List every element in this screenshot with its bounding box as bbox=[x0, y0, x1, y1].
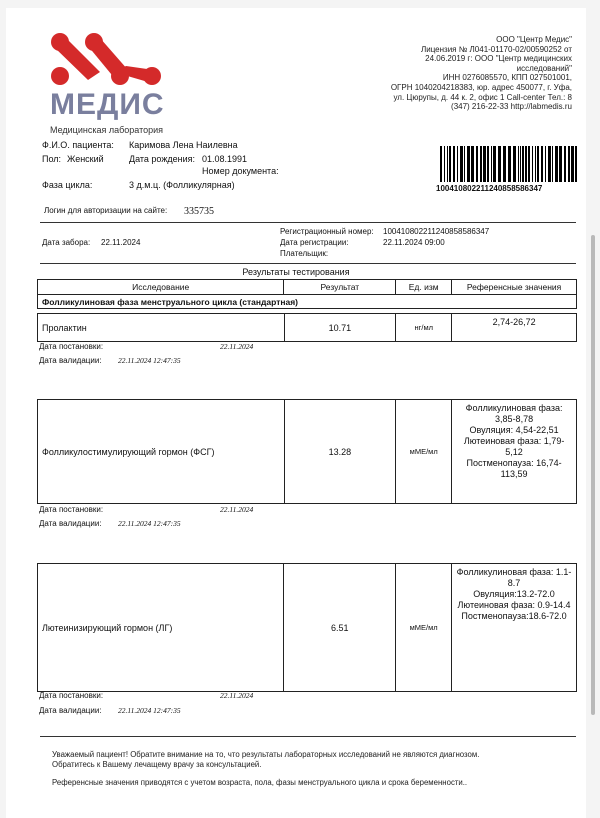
patient-name: Каримова Лена Наилевна bbox=[129, 140, 238, 150]
disclaimer-reference: Референсные значения приводятся с учетом возраста, пола, фазы менструального цикла и срока беременности.. bbox=[52, 778, 468, 787]
medis-logo-icon bbox=[42, 30, 172, 90]
test-name: Пролактин bbox=[38, 314, 285, 342]
barcode-image bbox=[440, 146, 578, 182]
validation-date: 22.11.2024 12:47:35 bbox=[118, 706, 181, 715]
test-result: 13.28 bbox=[284, 400, 396, 504]
lab-report-page bbox=[6, 8, 586, 818]
label-validation-date: Дата валидации: bbox=[39, 356, 102, 365]
divider bbox=[40, 222, 576, 223]
label-birthdate: Дата рождения: bbox=[129, 154, 195, 164]
posting-date: 22.11.2024 bbox=[220, 691, 254, 700]
login-value: 335735 bbox=[184, 206, 214, 217]
results-title: Результаты тестирования bbox=[242, 267, 350, 277]
col-header-unit: Ед. изм bbox=[396, 280, 452, 295]
test-unit: мМЕ/мл bbox=[396, 400, 452, 504]
test-unit: нг/мл bbox=[396, 314, 452, 342]
label-posting-date: Дата постановки: bbox=[39, 691, 104, 700]
label-validation-date: Дата валидации: bbox=[39, 706, 102, 715]
col-header-result: Результат bbox=[284, 280, 396, 295]
label-collection-date: Дата забора: bbox=[42, 238, 91, 247]
test-reference: Фолликулиновая фаза: 3,85-8,78 Овуляция: 4,54-22,51 Лютеиновая фаза: 1,79- 5,12 Постменопауза: 16,74- 113,59 bbox=[452, 400, 577, 504]
label-login: Логин для авторизации на сайте: bbox=[44, 206, 168, 215]
test-name: Лютеинизирующий гормон (ЛГ) bbox=[38, 564, 284, 692]
posting-date: 22.11.2024 bbox=[220, 342, 254, 351]
patient-gender: Женский bbox=[67, 154, 104, 164]
barcode-number: 10041080221124085858634​7 bbox=[436, 184, 543, 193]
section-title: Фолликулиновая фаза менструального цикла (стандартная) bbox=[38, 295, 577, 309]
reg-number: 10041080221124085858634​7 bbox=[383, 227, 490, 236]
test-unit: мМЕ/мл bbox=[396, 564, 452, 692]
patient-birthdate: 01.08.1991 bbox=[202, 154, 248, 164]
label-payer: Плательщик: bbox=[280, 249, 329, 258]
label-reg-number: Регистрационный номер: bbox=[280, 227, 374, 236]
validation-date: 22.11.2024 12:47:35 bbox=[118, 356, 181, 365]
patient-cycle-phase: 3 д.м.ц. (Фолликулярная) bbox=[129, 180, 235, 190]
col-header-reference: Референсные значения bbox=[452, 280, 577, 295]
validation-date: 22.11.2024 12:47:35 bbox=[118, 519, 181, 528]
disclaimer-line-2: Обратитесь к Вашему лечащему врачу за консультацией. bbox=[52, 760, 262, 769]
test-reference: Фолликулиновая фаза: 1.1- 8.7 Овуляция:13.2-72.0 Лютеиновая фаза: 0.9-14.4 Постменопауза:18.6-72.0 bbox=[452, 564, 577, 692]
company-info: ООО "Центр Медис" Лицензия № Л041-01170-02/00590252 от 24.06.2019 г: ООО "Центр медицинских исследований" ИНН 0276085570, КПП 027501001, ОГРН 1040204218383, юр. адрес 450077, г. Уфа, ул. Цюрупы, д. 44 к. 2, офис 1 Call-center Тел.: 8 (347) 216-22-33 http://labmedis.ru bbox=[390, 35, 572, 112]
results-header-table bbox=[37, 279, 577, 309]
result-row-lh bbox=[37, 563, 577, 692]
divider bbox=[40, 263, 576, 264]
result-row-fsh bbox=[37, 399, 577, 504]
brand-subtitle: Медицинская лаборатория bbox=[50, 125, 164, 135]
label-gender: Пол: bbox=[42, 154, 62, 164]
label-cycle-phase: Фаза цикла: bbox=[42, 180, 93, 190]
label-reg-date: Дата регистрации: bbox=[280, 238, 349, 247]
collection-date: 22.11.2024 bbox=[101, 238, 141, 247]
divider bbox=[40, 736, 576, 737]
test-name: Фолликулостимулирующий гормон (ФСГ) bbox=[38, 400, 285, 504]
test-reference: 2,74-26,72 bbox=[452, 314, 577, 342]
disclaimer-line-1: Уважаемый пациент! Обратите внимание на то, что результаты лабораторных исследований не являются диагнозом. bbox=[52, 750, 480, 759]
label-posting-date: Дата постановки: bbox=[39, 505, 104, 514]
reg-date: 22.11.2024 09:00 bbox=[383, 238, 445, 247]
result-row-prolactin bbox=[37, 313, 577, 342]
label-posting-date: Дата постановки: bbox=[39, 342, 104, 351]
label-document: Номер документа: bbox=[202, 166, 279, 176]
brand-name: МЕДИС bbox=[50, 88, 165, 121]
test-result: 6.51 bbox=[284, 564, 396, 692]
test-result: 10.71 bbox=[284, 314, 396, 342]
label-fio: Ф.И.О. пациента: bbox=[42, 140, 114, 150]
scrollbar[interactable] bbox=[591, 235, 595, 715]
col-header-test: Исследование bbox=[38, 280, 284, 295]
label-validation-date: Дата валидации: bbox=[39, 519, 102, 528]
posting-date: 22.11.2024 bbox=[220, 505, 254, 514]
